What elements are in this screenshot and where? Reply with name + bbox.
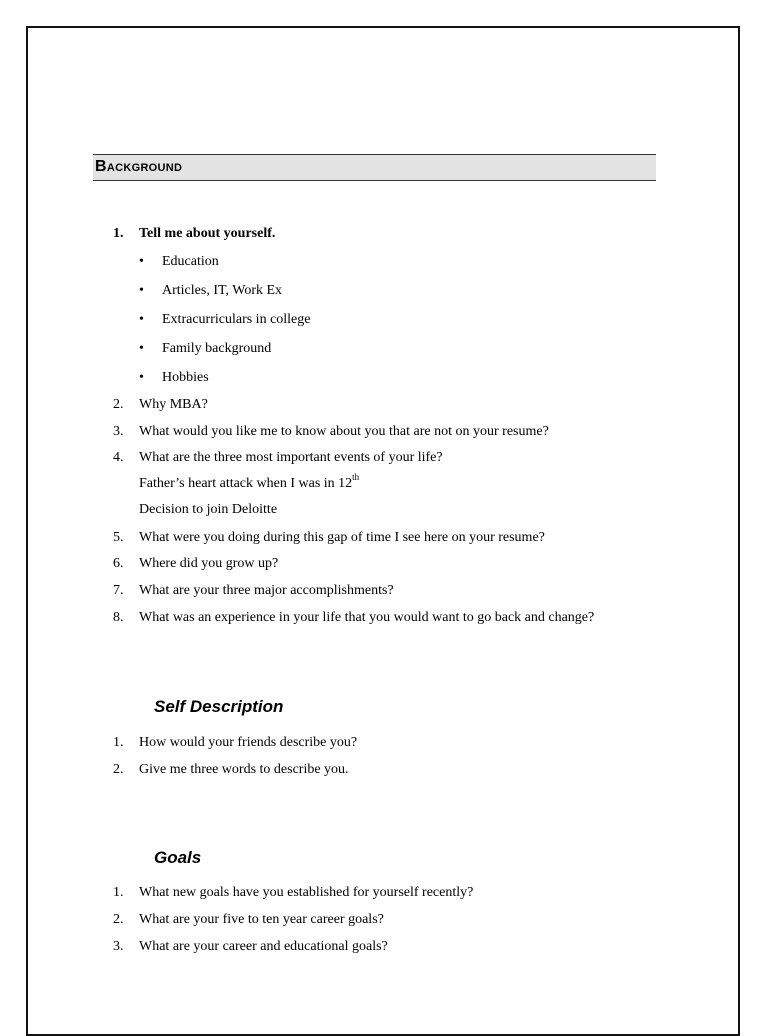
section-header-bar xyxy=(93,154,656,181)
bullet-marker: • xyxy=(139,283,144,298)
question-text: What were you doing during this gap of time I see here on your resume? xyxy=(139,530,545,545)
question-text: Why MBA? xyxy=(139,397,208,412)
bullet-item: Family background xyxy=(162,341,272,356)
question-number: 2. xyxy=(113,397,124,412)
question-number: 6. xyxy=(113,556,124,571)
question-text: What are the three most important events of your life? xyxy=(139,450,443,465)
answer-note: Decision to join Deloitte xyxy=(139,502,278,517)
question-number: 2. xyxy=(113,762,124,777)
section-title-background: Background xyxy=(95,158,183,175)
question-text: What are your three major accomplishments? xyxy=(139,583,394,598)
question-text: Give me three words to describe you. xyxy=(139,762,349,777)
question-number: 1. xyxy=(113,226,124,241)
question-number: 1. xyxy=(113,885,124,900)
answer-note-text: Father’s heart attack when I was in 12 xyxy=(139,476,353,491)
bullet-item: Extracurriculars in college xyxy=(162,312,311,327)
bullet-marker: • xyxy=(139,341,144,356)
question-number: 8. xyxy=(113,610,124,625)
answer-note xyxy=(139,472,360,492)
question-text: Tell me about yourself. xyxy=(139,226,276,241)
question-number: 7. xyxy=(113,583,124,598)
question-number: 2. xyxy=(113,912,124,927)
bullet-item: Hobbies xyxy=(162,370,209,385)
bullet-marker: • xyxy=(139,312,144,327)
subheading-goals: Goals xyxy=(154,848,202,867)
question-text: What new goals have you established for yourself recently? xyxy=(139,885,474,900)
question-text: Where did you grow up? xyxy=(139,556,279,571)
document-page xyxy=(26,26,740,1036)
question-number: 4. xyxy=(113,450,124,465)
question-number: 1. xyxy=(113,735,124,750)
ordinal-suffix: th xyxy=(352,472,360,483)
question-text: What are your five to ten year career goals? xyxy=(139,912,384,927)
question-text: How would your friends describe you? xyxy=(139,735,358,750)
question-number: 3. xyxy=(113,424,124,439)
question-number: 5. xyxy=(113,530,124,545)
question-text: What would you like me to know about you that are not on your resume? xyxy=(139,424,549,439)
question-number: 3. xyxy=(113,939,124,954)
bullet-item: Articles, IT, Work Ex xyxy=(162,283,283,298)
subheading-self-description: Self Description xyxy=(154,697,284,716)
question-text: What are your career and educational goals? xyxy=(139,939,388,954)
bullet-item: Education xyxy=(162,254,219,269)
bullet-marker: • xyxy=(139,370,144,385)
question-text: What was an experience in your life that you would want to go back and change? xyxy=(139,610,595,625)
bullet-marker: • xyxy=(139,254,144,269)
